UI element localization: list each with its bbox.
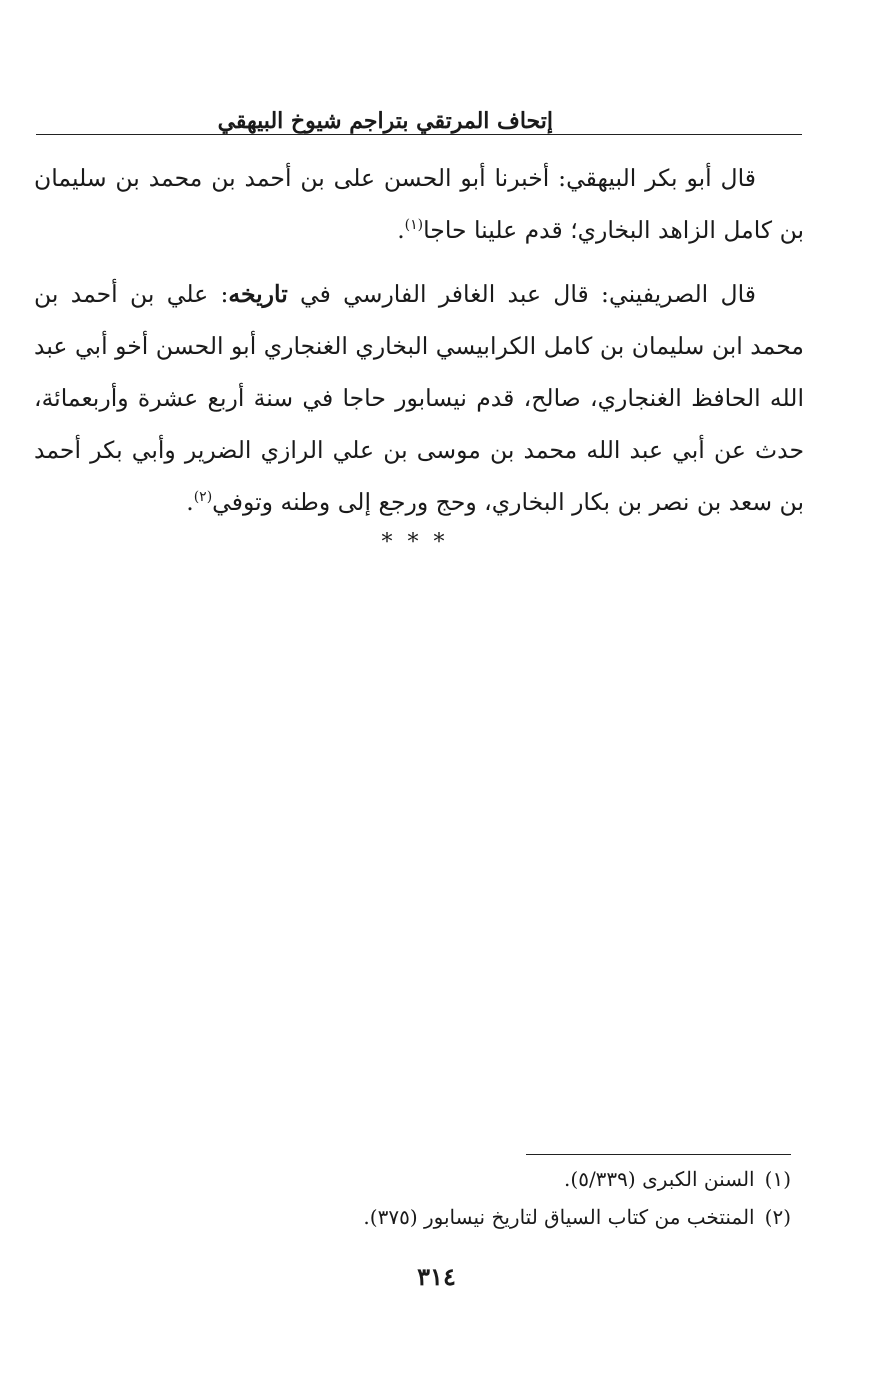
paragraph-2-bold-source: تاريخه [228,280,288,308]
paragraph-2-text-after: : علي بن أحمد بن محمد ابن سليمان بن كامل الكرابيسي البخاري الغنجاري أبو الحسن أخو أبي عبد الله الحافظ الغنجاري، صالح، قدم نيسابور حاجا في سنة أربع عشرة وأربعمائة، حدث عن أبي عبد الله محمد بن موسى بن علي الرازي الضرير وأبي بكر أحمد بن سعد بن نصر بن بكار البخاري، وحج ورجع إلى وطنه وتوفي [34,280,804,516]
paragraph-2-end: . [186,488,194,516]
footnote-ref-1: (١) [404,217,424,234]
footnotes [71,1160,791,1236]
footnote-2-number: (٢) [764,1205,791,1229]
running-header-title: إتحاف المرتقي بتراجم شيوخ البيهقي [217,108,553,134]
paragraph-1-end: . [397,216,405,244]
body-text [34,152,804,528]
footnote-2 [71,1198,791,1236]
footnote-1 [71,1160,791,1198]
footnote-1-number: (١) [764,1167,791,1191]
section-separator: * * * [381,530,449,555]
header-rule [36,134,802,135]
footnote-2-text: المنتخب من كتاب السياق لتاريخ نيسابور (٣٧٥). [363,1205,755,1229]
footnote-ref-2: (٢) [193,489,213,506]
page-number: ٣١٤ [417,1262,456,1291]
paragraph-1 [34,152,804,256]
paragraph-2-text-before: قال الصريفيني: قال عبد الغافر الفارسي في [287,280,756,308]
footnote-rule [526,1154,791,1155]
footnote-1-text: السنن الكبرى (٥/٣٣٩). [564,1167,755,1191]
paragraph-2 [34,268,804,528]
paragraph-1-text: قال أبو بكر البيهقي: أخبرنا أبو الحسن على بن أحمد بن محمد بن سليمان بن كامل الزاهد البخاري؛ قدم علينا حاجا [34,164,804,244]
